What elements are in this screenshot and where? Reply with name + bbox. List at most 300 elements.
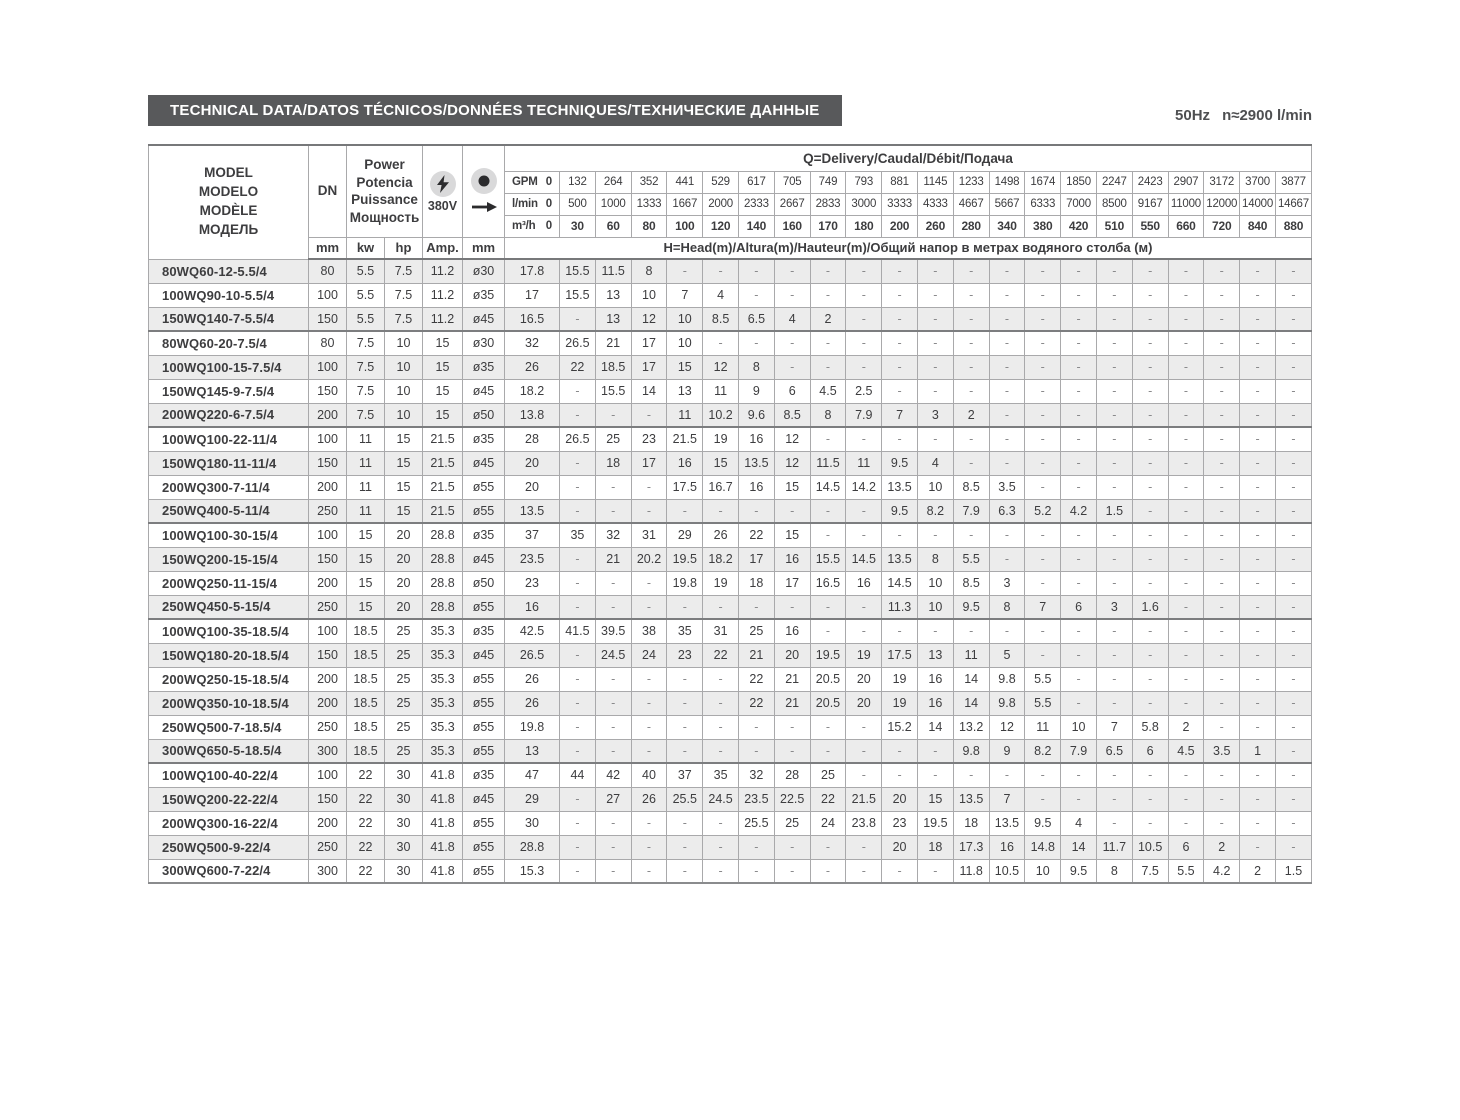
- head-value-cell: -: [810, 859, 846, 883]
- head-value-cell: -: [1168, 595, 1204, 619]
- head-value-cell: -: [631, 835, 667, 859]
- head-value-cell: -: [917, 739, 953, 763]
- head-value-cell: -: [1132, 307, 1168, 331]
- pump-row: [149, 403, 1312, 427]
- hp-cell: 15: [385, 427, 423, 451]
- flow-value-lmin: 500: [560, 193, 596, 215]
- pump-row: [149, 451, 1312, 475]
- model-cell: 200WQ250-15-18.5/4: [149, 667, 309, 691]
- head-value-cell: 41.5: [560, 619, 596, 643]
- head-value-cell: -: [1132, 475, 1168, 499]
- head-value-cell: -: [738, 499, 774, 523]
- model-cell: 200WQ300-7-11/4: [149, 475, 309, 499]
- model-cell: 100WQ100-22-11/4: [149, 427, 309, 451]
- head-value-cell: -: [738, 331, 774, 355]
- head-value-cell: -: [882, 331, 918, 355]
- head-value-cell: 8.5: [953, 571, 989, 595]
- head-value-cell: 22: [738, 523, 774, 547]
- flow-value-m3h: 660: [1168, 215, 1204, 237]
- voltage-icon: [430, 171, 456, 197]
- head-value-cell: -: [1240, 571, 1276, 595]
- head-value-cell: 3: [1096, 595, 1132, 619]
- head-value-cell: -: [1168, 811, 1204, 835]
- head-value-cell: 21: [595, 547, 631, 571]
- head-value-cell: 26: [505, 667, 560, 691]
- head-value-cell: 15: [667, 355, 703, 379]
- head-value-cell: 9.5: [882, 451, 918, 475]
- dn-cell: 100: [309, 763, 347, 787]
- dn-cell: 200: [309, 691, 347, 715]
- dn-cell: 200: [309, 475, 347, 499]
- outlet-cell: ø35: [463, 427, 505, 451]
- kw-cell: 18.5: [347, 619, 385, 643]
- head-value-cell: 10: [917, 595, 953, 619]
- dn-cell: 200: [309, 403, 347, 427]
- head-value-cell: -: [1096, 475, 1132, 499]
- head-value-cell: -: [1096, 379, 1132, 403]
- amp-unit: Amp.: [423, 237, 463, 259]
- head-value-cell: -: [703, 835, 739, 859]
- spec-note: [1175, 107, 1312, 126]
- pump-row: [149, 355, 1312, 379]
- head-value-cell: 4.2: [1204, 859, 1240, 883]
- head-value-cell: -: [1240, 763, 1276, 787]
- head-value-cell: -: [1275, 355, 1311, 379]
- kw-cell: 5.5: [347, 283, 385, 307]
- head-value-cell: 21: [595, 331, 631, 355]
- head-value-cell: -: [631, 715, 667, 739]
- head-value-cell: 20: [846, 667, 882, 691]
- head-value-cell: -: [1096, 427, 1132, 451]
- head-value-cell: -: [595, 811, 631, 835]
- head-value-cell: 26: [703, 523, 739, 547]
- head-value-cell: 13.5: [989, 811, 1025, 835]
- head-value-cell: 4: [1061, 811, 1097, 835]
- head-value-cell: 22: [703, 643, 739, 667]
- head-value-cell: 39.5: [595, 619, 631, 643]
- outlet-cell: ø55: [463, 667, 505, 691]
- head-value-cell: -: [1061, 403, 1097, 427]
- flow-value-m3h: 840: [1240, 215, 1276, 237]
- hp-cell: 15: [385, 475, 423, 499]
- pump-row: [149, 595, 1312, 619]
- head-value-cell: -: [560, 451, 596, 475]
- head-value-cell: -: [1132, 643, 1168, 667]
- head-value-cell: -: [738, 739, 774, 763]
- head-value-cell: 1.5: [1275, 859, 1311, 883]
- head-value-cell: 26: [631, 787, 667, 811]
- head-value-cell: -: [846, 595, 882, 619]
- amp-cell: 35.3: [423, 739, 463, 763]
- amp-cell: 35.3: [423, 643, 463, 667]
- head-value-cell: -: [1096, 547, 1132, 571]
- head-value-cell: -: [667, 811, 703, 835]
- head-value-cell: -: [1240, 595, 1276, 619]
- head-value-cell: 23: [631, 427, 667, 451]
- kw-cell: 22: [347, 787, 385, 811]
- head-value-cell: 4: [703, 283, 739, 307]
- head-value-cell: 6.5: [1096, 739, 1132, 763]
- head-value-cell: -: [846, 259, 882, 283]
- head-value-cell: 18: [953, 811, 989, 835]
- flow-value-m3h: 170: [810, 215, 846, 237]
- dn-cell: 80: [309, 331, 347, 355]
- dn-cell: 150: [309, 379, 347, 403]
- head-value-cell: -: [1275, 787, 1311, 811]
- head-value-cell: -: [703, 595, 739, 619]
- amp-cell: 15: [423, 403, 463, 427]
- head-value-cell: 17.5: [882, 643, 918, 667]
- head-value-cell: -: [631, 499, 667, 523]
- head-value-cell: 20.2: [631, 547, 667, 571]
- head-value-cell: -: [1025, 355, 1061, 379]
- head-value-cell: -: [738, 283, 774, 307]
- head-value-cell: 19: [882, 667, 918, 691]
- head-value-cell: 2: [953, 403, 989, 427]
- head-value-cell: -: [989, 379, 1025, 403]
- head-value-cell: -: [1096, 667, 1132, 691]
- head-value-cell: 5.5: [1025, 691, 1061, 715]
- flow-value-lmin: 1000: [595, 193, 631, 215]
- head-value-cell: -: [1204, 547, 1240, 571]
- head-value-cell: -: [1132, 451, 1168, 475]
- head-value-cell: -: [703, 811, 739, 835]
- head-value-cell: -: [810, 715, 846, 739]
- head-value-cell: -: [989, 283, 1025, 307]
- flow-value-lmin: 14000: [1240, 193, 1276, 215]
- amp-cell: 35.3: [423, 619, 463, 643]
- head-value-cell: -: [560, 547, 596, 571]
- head-value-cell: -: [1061, 307, 1097, 331]
- head-value-cell: -: [1275, 595, 1311, 619]
- head-value-cell: -: [703, 715, 739, 739]
- head-value-cell: -: [667, 739, 703, 763]
- model-cell: 300WQ650-5-18.5/4: [149, 739, 309, 763]
- flow-value-m3h: 880: [1275, 215, 1311, 237]
- head-value-cell: -: [703, 259, 739, 283]
- head-value-cell: -: [1061, 523, 1097, 547]
- head-value-cell: -: [953, 451, 989, 475]
- head-value-cell: 5.2: [1025, 499, 1061, 523]
- head-value-cell: -: [953, 523, 989, 547]
- head-value-cell: -: [1096, 331, 1132, 355]
- head-value-cell: -: [1204, 331, 1240, 355]
- head-value-cell: 13.2: [953, 715, 989, 739]
- head-value-cell: -: [560, 787, 596, 811]
- head-value-cell: -: [1275, 547, 1311, 571]
- head-value-cell: -: [1240, 259, 1276, 283]
- head-value-cell: 2: [1204, 835, 1240, 859]
- head-value-cell: -: [1096, 307, 1132, 331]
- head-value-cell: 8.5: [953, 475, 989, 499]
- head-value-cell: -: [1204, 763, 1240, 787]
- model-header-line: MODELO: [198, 184, 259, 200]
- head-value-cell: 19: [846, 643, 882, 667]
- head-value-cell: -: [1240, 499, 1276, 523]
- dn-cell: 250: [309, 499, 347, 523]
- head-value-cell: -: [1204, 259, 1240, 283]
- head-value-cell: -: [1132, 571, 1168, 595]
- head-value-cell: -: [1275, 475, 1311, 499]
- head-value-cell: 11: [846, 451, 882, 475]
- pump-row: [149, 427, 1312, 451]
- head-value-cell: -: [738, 715, 774, 739]
- head-value-cell: -: [953, 355, 989, 379]
- head-value-cell: 24: [810, 811, 846, 835]
- head-value-cell: -: [1168, 331, 1204, 355]
- head-value-cell: -: [1025, 283, 1061, 307]
- flow-value-m3h: 380: [1025, 215, 1061, 237]
- model-cell: 100WQ100-40-22/4: [149, 763, 309, 787]
- head-value-cell: -: [1168, 643, 1204, 667]
- hp-cell: 20: [385, 523, 423, 547]
- head-value-cell: -: [1132, 619, 1168, 643]
- head-value-cell: -: [1168, 379, 1204, 403]
- head-value-cell: -: [1240, 355, 1276, 379]
- head-value-cell: -: [703, 739, 739, 763]
- head-value-cell: 29: [667, 523, 703, 547]
- flow-value-m3h: 160: [774, 215, 810, 237]
- pump-row: [149, 283, 1312, 307]
- head-value-cell: 13: [917, 643, 953, 667]
- head-value-cell: 6.3: [989, 499, 1025, 523]
- head-value-cell: -: [774, 355, 810, 379]
- dn-cell: 250: [309, 715, 347, 739]
- amp-cell: 41.8: [423, 787, 463, 811]
- flow-value-gpm: 2423: [1132, 171, 1168, 193]
- head-value-cell: -: [1275, 619, 1311, 643]
- head-value-cell: -: [1025, 331, 1061, 355]
- head-value-cell: -: [1025, 787, 1061, 811]
- kw-cell: 18.5: [347, 739, 385, 763]
- head-value-cell: -: [1132, 811, 1168, 835]
- head-value-cell: -: [1061, 283, 1097, 307]
- head-value-cell: -: [1204, 811, 1240, 835]
- head-value-cell: 16: [917, 667, 953, 691]
- dn-cell: 200: [309, 667, 347, 691]
- head-value-cell: -: [560, 595, 596, 619]
- head-value-cell: 1.6: [1132, 595, 1168, 619]
- head-value-cell: -: [774, 283, 810, 307]
- head-value-cell: 22: [560, 355, 596, 379]
- head-value-cell: -: [1204, 691, 1240, 715]
- head-value-cell: -: [810, 355, 846, 379]
- head-value-cell: 19.8: [667, 571, 703, 595]
- flow-value-m3h: 340: [989, 215, 1025, 237]
- flow-value-m3h: 720: [1204, 215, 1240, 237]
- hp-cell: 30: [385, 835, 423, 859]
- flow-value-gpm: 1233: [953, 171, 989, 193]
- head-value-cell: 20: [505, 451, 560, 475]
- head-value-cell: 15.3: [505, 859, 560, 883]
- head-value-cell: -: [703, 691, 739, 715]
- head-value-cell: 7: [1096, 715, 1132, 739]
- head-value-cell: 9.5: [882, 499, 918, 523]
- model-cell: 300WQ600-7-22/4: [149, 859, 309, 883]
- head-value-cell: -: [1025, 763, 1061, 787]
- flow-value-m3h: 30: [560, 215, 596, 237]
- flow-value-gpm: 617: [738, 171, 774, 193]
- head-value-cell: -: [703, 859, 739, 883]
- head-value-cell: -: [1240, 787, 1276, 811]
- head-value-cell: -: [560, 643, 596, 667]
- head-value-cell: 20: [846, 691, 882, 715]
- head-value-cell: 47: [505, 763, 560, 787]
- kw-cell: 5.5: [347, 259, 385, 283]
- kw-unit: kw: [347, 237, 385, 259]
- pump-row: [149, 571, 1312, 595]
- outlet-cell: ø55: [463, 475, 505, 499]
- amp-cell: 21.5: [423, 499, 463, 523]
- outlet-cell: ø45: [463, 451, 505, 475]
- amp-cell: 35.3: [423, 667, 463, 691]
- head-value-cell: 16: [738, 427, 774, 451]
- model-cell: 100WQ90-10-5.5/4: [149, 283, 309, 307]
- head-value-cell: -: [1240, 811, 1276, 835]
- head-value-cell: -: [1275, 739, 1311, 763]
- head-value-cell: -: [631, 403, 667, 427]
- pump-row: [149, 307, 1312, 331]
- head-value-cell: -: [1061, 571, 1097, 595]
- head-value-cell: -: [1132, 523, 1168, 547]
- head-value-cell: 19.5: [917, 811, 953, 835]
- pump-row: [149, 859, 1312, 883]
- kw-cell: 15: [347, 547, 385, 571]
- head-value-cell: 17.3: [953, 835, 989, 859]
- pump-row: [149, 547, 1312, 571]
- head-value-cell: -: [1240, 283, 1276, 307]
- head-value-cell: -: [738, 259, 774, 283]
- head-value-cell: -: [1096, 811, 1132, 835]
- head-value-cell: -: [1275, 835, 1311, 859]
- head-value-cell: 16: [989, 835, 1025, 859]
- head-value-cell: -: [1168, 523, 1204, 547]
- head-value-cell: -: [1025, 619, 1061, 643]
- kw-cell: 11: [347, 427, 385, 451]
- pump-row: [149, 691, 1312, 715]
- head-value-cell: -: [1025, 259, 1061, 283]
- head-value-cell: -: [1096, 763, 1132, 787]
- head-value-cell: 25.5: [738, 811, 774, 835]
- head-value-cell: -: [1204, 595, 1240, 619]
- outlet-cell: ø55: [463, 811, 505, 835]
- head-value-cell: -: [667, 691, 703, 715]
- head-value-cell: -: [774, 595, 810, 619]
- head-value-cell: -: [810, 835, 846, 859]
- head-value-cell: 3.5: [1204, 739, 1240, 763]
- flow-value-lmin: 6333: [1025, 193, 1061, 215]
- head-value-cell: 13.5: [953, 787, 989, 811]
- head-value-cell: 19: [882, 691, 918, 715]
- head-value-cell: -: [560, 307, 596, 331]
- hp-cell: 30: [385, 811, 423, 835]
- head-value-cell: -: [882, 763, 918, 787]
- head-value-cell: 25.5: [667, 787, 703, 811]
- outlet-cell: ø45: [463, 547, 505, 571]
- head-value-cell: -: [631, 739, 667, 763]
- head-value-cell: -: [1096, 643, 1132, 667]
- outlet-cell: ø55: [463, 499, 505, 523]
- head-value-cell: 12: [703, 355, 739, 379]
- model-cell: 80WQ60-20-7.5/4: [149, 331, 309, 355]
- head-value-cell: 20.5: [810, 691, 846, 715]
- outlet-cell: ø45: [463, 379, 505, 403]
- units-row: [149, 237, 1312, 259]
- head-value-cell: -: [1132, 499, 1168, 523]
- head-value-cell: -: [1132, 403, 1168, 427]
- head-value-cell: -: [1204, 499, 1240, 523]
- head-value-cell: -: [774, 739, 810, 763]
- head-value-cell: 23: [505, 571, 560, 595]
- head-value-cell: -: [1061, 787, 1097, 811]
- flow-value-gpm: 2247: [1096, 171, 1132, 193]
- head-value-cell: -: [1204, 451, 1240, 475]
- hp-cell: 10: [385, 379, 423, 403]
- dn-cell: 150: [309, 451, 347, 475]
- head-value-cell: 9.8: [953, 739, 989, 763]
- outlet-column-header: [463, 145, 505, 237]
- head-value-cell: -: [774, 331, 810, 355]
- head-value-cell: -: [1204, 427, 1240, 451]
- head-value-cell: -: [846, 835, 882, 859]
- flow-value-m3h: 100: [667, 215, 703, 237]
- hp-cell: 7.5: [385, 307, 423, 331]
- flow-value-lmin: 1667: [667, 193, 703, 215]
- outlet-cell: ø45: [463, 787, 505, 811]
- kw-cell: 11: [347, 499, 385, 523]
- head-value-cell: -: [917, 619, 953, 643]
- head-value-cell: 19.8: [505, 715, 560, 739]
- head-value-cell: 35: [560, 523, 596, 547]
- outlet-cell: ø55: [463, 739, 505, 763]
- head-value-cell: -: [810, 499, 846, 523]
- head-value-cell: -: [917, 523, 953, 547]
- head-value-cell: -: [1168, 619, 1204, 643]
- head-value-cell: 19.5: [810, 643, 846, 667]
- head-value-cell: 6.5: [738, 307, 774, 331]
- head-value-cell: -: [1204, 667, 1240, 691]
- head-value-cell: 9.8: [989, 691, 1025, 715]
- head-value-cell: -: [1275, 499, 1311, 523]
- head-value-cell: 15.5: [560, 259, 596, 283]
- flow-value-gpm: 529: [703, 171, 739, 193]
- head-value-cell: -: [917, 859, 953, 883]
- head-value-cell: 9.5: [953, 595, 989, 619]
- dn-cell: 150: [309, 307, 347, 331]
- head-value-cell: 12: [774, 451, 810, 475]
- head-value-cell: 14.5: [846, 547, 882, 571]
- head-value-cell: -: [1168, 763, 1204, 787]
- head-value-cell: 11.3: [882, 595, 918, 619]
- head-value-cell: 24.5: [703, 787, 739, 811]
- head-value-cell: 40: [631, 763, 667, 787]
- head-value-cell: -: [595, 475, 631, 499]
- head-value-cell: 17.8: [505, 259, 560, 283]
- head-value-cell: -: [917, 331, 953, 355]
- flow-value-lmin: 2667: [774, 193, 810, 215]
- outlet-cell: ø35: [463, 523, 505, 547]
- head-value-cell: -: [1204, 475, 1240, 499]
- head-value-cell: -: [810, 427, 846, 451]
- head-value-cell: 22: [738, 691, 774, 715]
- dn-cell: 300: [309, 859, 347, 883]
- head-value-cell: 14.5: [810, 475, 846, 499]
- head-value-cell: -: [953, 619, 989, 643]
- dn-cell: 100: [309, 619, 347, 643]
- flow-value-m3h: 510: [1096, 215, 1132, 237]
- head-value-cell: -: [1168, 283, 1204, 307]
- dn-cell: 150: [309, 787, 347, 811]
